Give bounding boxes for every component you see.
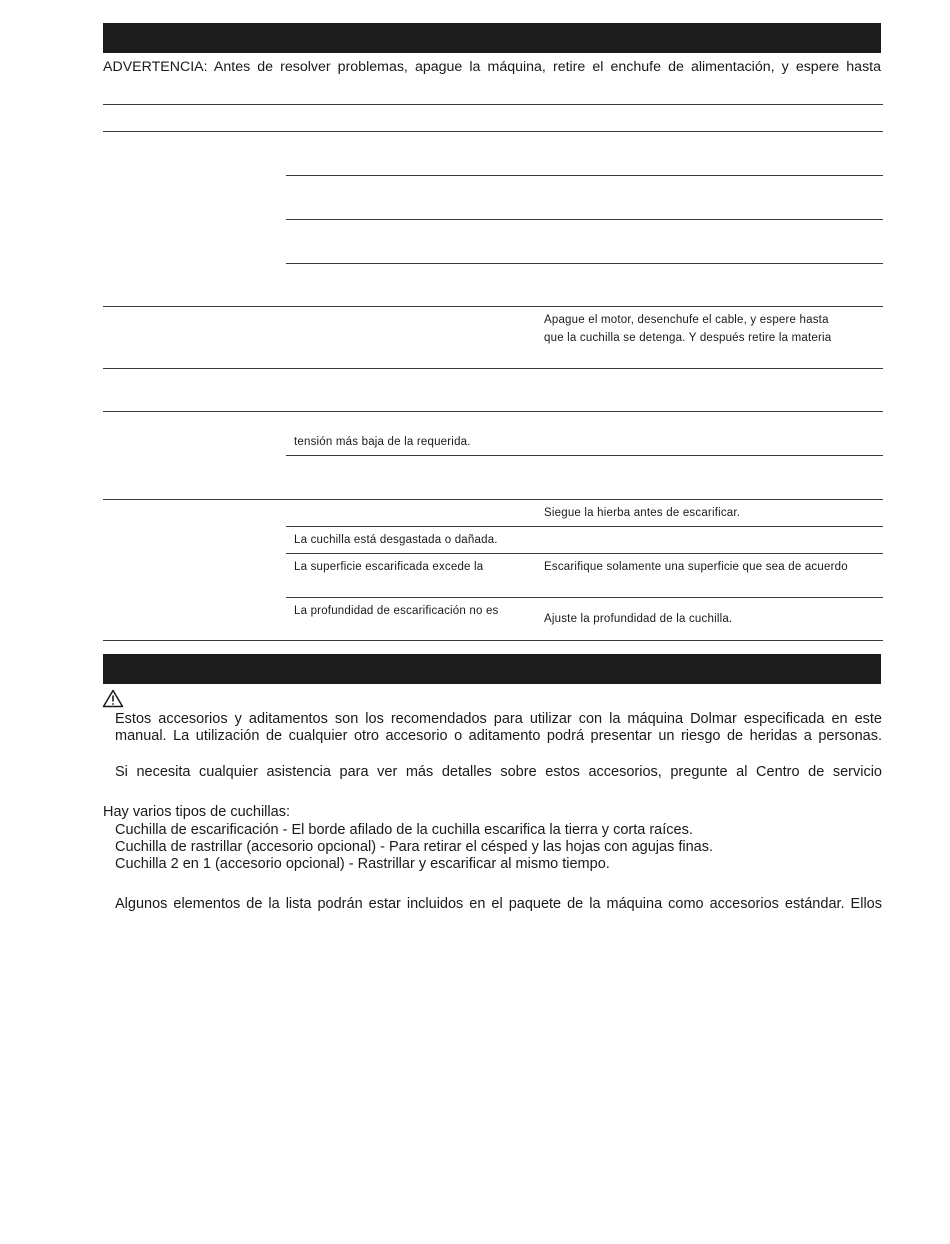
table-rule — [286, 263, 883, 264]
table-cell-cause: La profundidad de escarificación no es — [294, 605, 499, 617]
table-rule — [103, 306, 883, 307]
table-rule — [286, 175, 883, 176]
table-rule — [286, 455, 883, 456]
blades-intro: Hay varios tipos de cuchillas: — [103, 804, 290, 820]
table-cell-remedy: que la cuchilla se detenga. Y después retire la materia — [544, 332, 832, 344]
accessories-paragraph-line: Estos accesorios y aditamentos son los recomendados para utilizar con la máquina Dolmar especificada en este — [115, 711, 882, 727]
warning-triangle-icon — [102, 689, 124, 708]
table-rule — [286, 553, 883, 554]
table-rule — [286, 526, 883, 527]
accessories-paragraph: Algunos elementos de la lista podrán estar incluidos en el paquete de la máquina como accesorios estándar. Ellos — [115, 896, 882, 912]
section-header-bar-accessories — [103, 654, 881, 684]
table-cell-remedy: Ajuste la profundidad de la cuchilla. — [544, 613, 733, 625]
table-rule — [103, 411, 883, 412]
blade-list-item: Cuchilla de rastrillar (accesorio opcional) - Para retirar el césped y las hojas con agujas finas. — [115, 839, 713, 855]
table-cell-cause: tensión más baja de la requerida. — [294, 436, 471, 448]
accessories-paragraph-line: manual. La utilización de cualquier otro accesorio o aditamento podrá presentar un riesgo de heridas a personas. — [115, 728, 882, 744]
table-rule-bottom — [103, 640, 883, 641]
table-rule — [103, 368, 883, 369]
table-cell-cause: La cuchilla está desgastada o dañada. — [294, 534, 498, 546]
table-rule-top — [103, 104, 883, 105]
table-rule — [103, 499, 883, 500]
table-cell-remedy: Siegue la hierba antes de escarificar. — [544, 507, 741, 519]
table-cell-cause: La superficie escarificada excede la — [294, 561, 484, 573]
section-header-bar-troubleshooting — [103, 23, 881, 53]
table-rule — [286, 597, 883, 598]
table-cell-remedy: Escarifique solamente una superficie que sea de acuerdo — [544, 561, 848, 573]
accessories-paragraph: Si necesita cualquier asistencia para ver más detalles sobre estos accesorios, pregunte al Centro de servicio — [115, 764, 882, 780]
blade-list-item: Cuchilla 2 en 1 (accesorio opcional) - Rastrillar y escarificar al mismo tiempo. — [115, 856, 610, 872]
table-rule — [286, 219, 883, 220]
table-rule-header — [103, 131, 883, 132]
table-cell-remedy: Apague el motor, desenchufe el cable, y espere hasta — [544, 314, 829, 326]
warning-line: ADVERTENCIA: Antes de resolver problemas, apague la máquina, retire el enchufe de alimentación, y espere hasta — [103, 59, 881, 75]
blade-list-item: Cuchilla de escarificación - El borde afilado de la cuchilla escarifica la tierra y corta raíces. — [115, 822, 693, 838]
